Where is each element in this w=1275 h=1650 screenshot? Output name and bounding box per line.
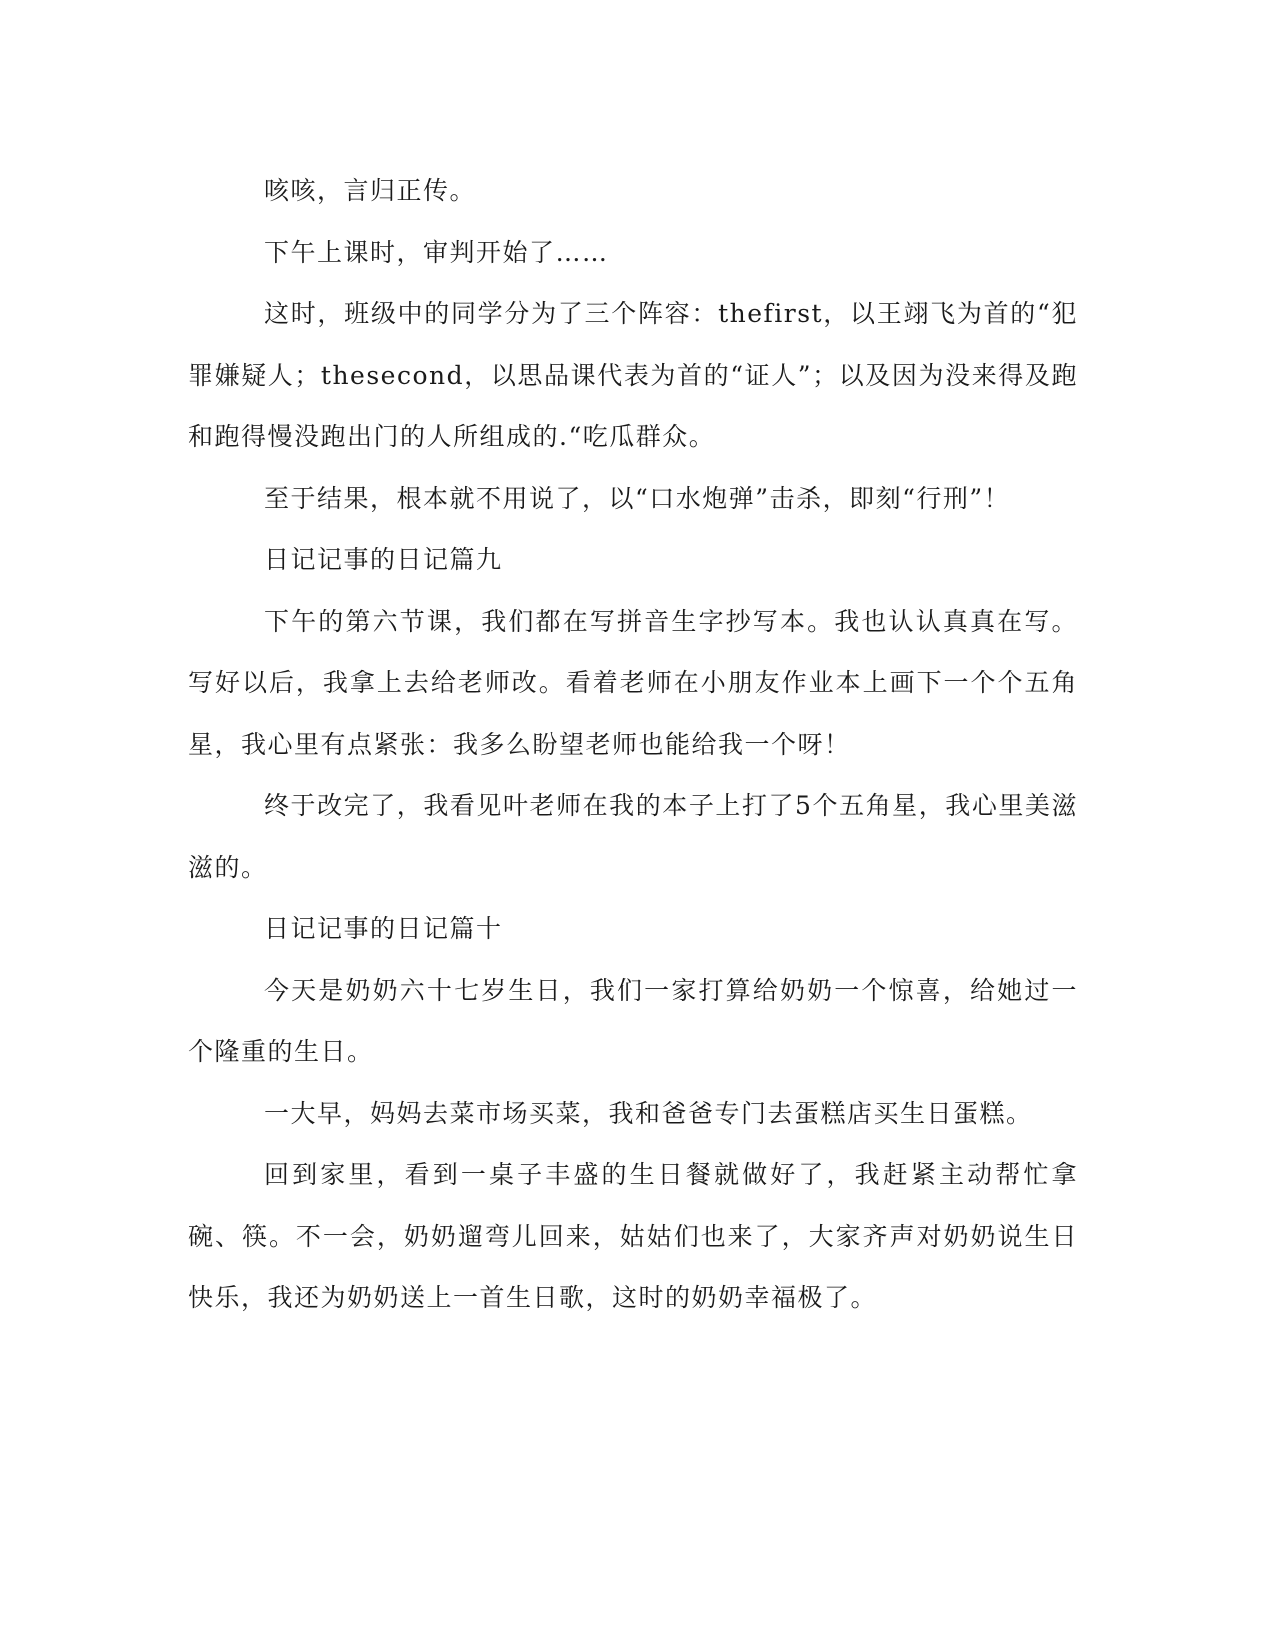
paragraph: 下午上课时，审判开始了…… <box>264 237 609 267</box>
paragraph: 回到家里，看到一桌子丰盛的生日餐就做好了，我赶紧主动帮忙拿碗、筷。不一会，奶奶遛弯儿回来，姑姑们也来了，大家齐声对奶奶说生日快乐，我还为奶奶送上一首生日歌，这时的奶奶幸福极了。 <box>188 1160 1078 1312</box>
section-heading: 日记记事的日记篇十 <box>264 914 503 943</box>
paragraph: 终于改完了，我看见叶老师在我的本子上打了5个五角星，我心里美滋滋的。 <box>188 791 1078 882</box>
paragraph: 至于结果，根本就不用说了，以“口水炮弹”击杀，即刻“行刑”！ <box>264 483 1011 513</box>
section-heading: 日记记事的日记篇九 <box>264 545 503 574</box>
paragraph: 咳咳，言归正传。 <box>264 176 477 205</box>
paragraph: 今天是奶奶六十七岁生日，我们一家打算给奶奶一个惊喜，给她过一个隆重的生日。 <box>188 975 1078 1066</box>
paragraph: 下午的第六节课，我们都在写拼音生字抄写本。我也认认真真在写。写好以后，我拿上去给老师改。看着老师在小朋友作业本上画下一个个五角星，我心里有点紧张：我多么盼望老师也能给我一个呀！ <box>188 606 1078 759</box>
paragraph: 这时，班级中的同学分为了三个阵容：thefirst，以王翊飞为首的“犯罪嫌疑人；thesecond，以思品课代表为首的“证人”；以及因为没来得及跑和跑得慢没跑出门的人所组成的.“吃瓜群众。 <box>188 299 1078 451</box>
paragraph: 一大早，妈妈去菜市场买菜，我和爸爸专门去蛋糕店买生日蛋糕。 <box>264 1098 1033 1128</box>
document-body <box>188 160 1078 1329</box>
